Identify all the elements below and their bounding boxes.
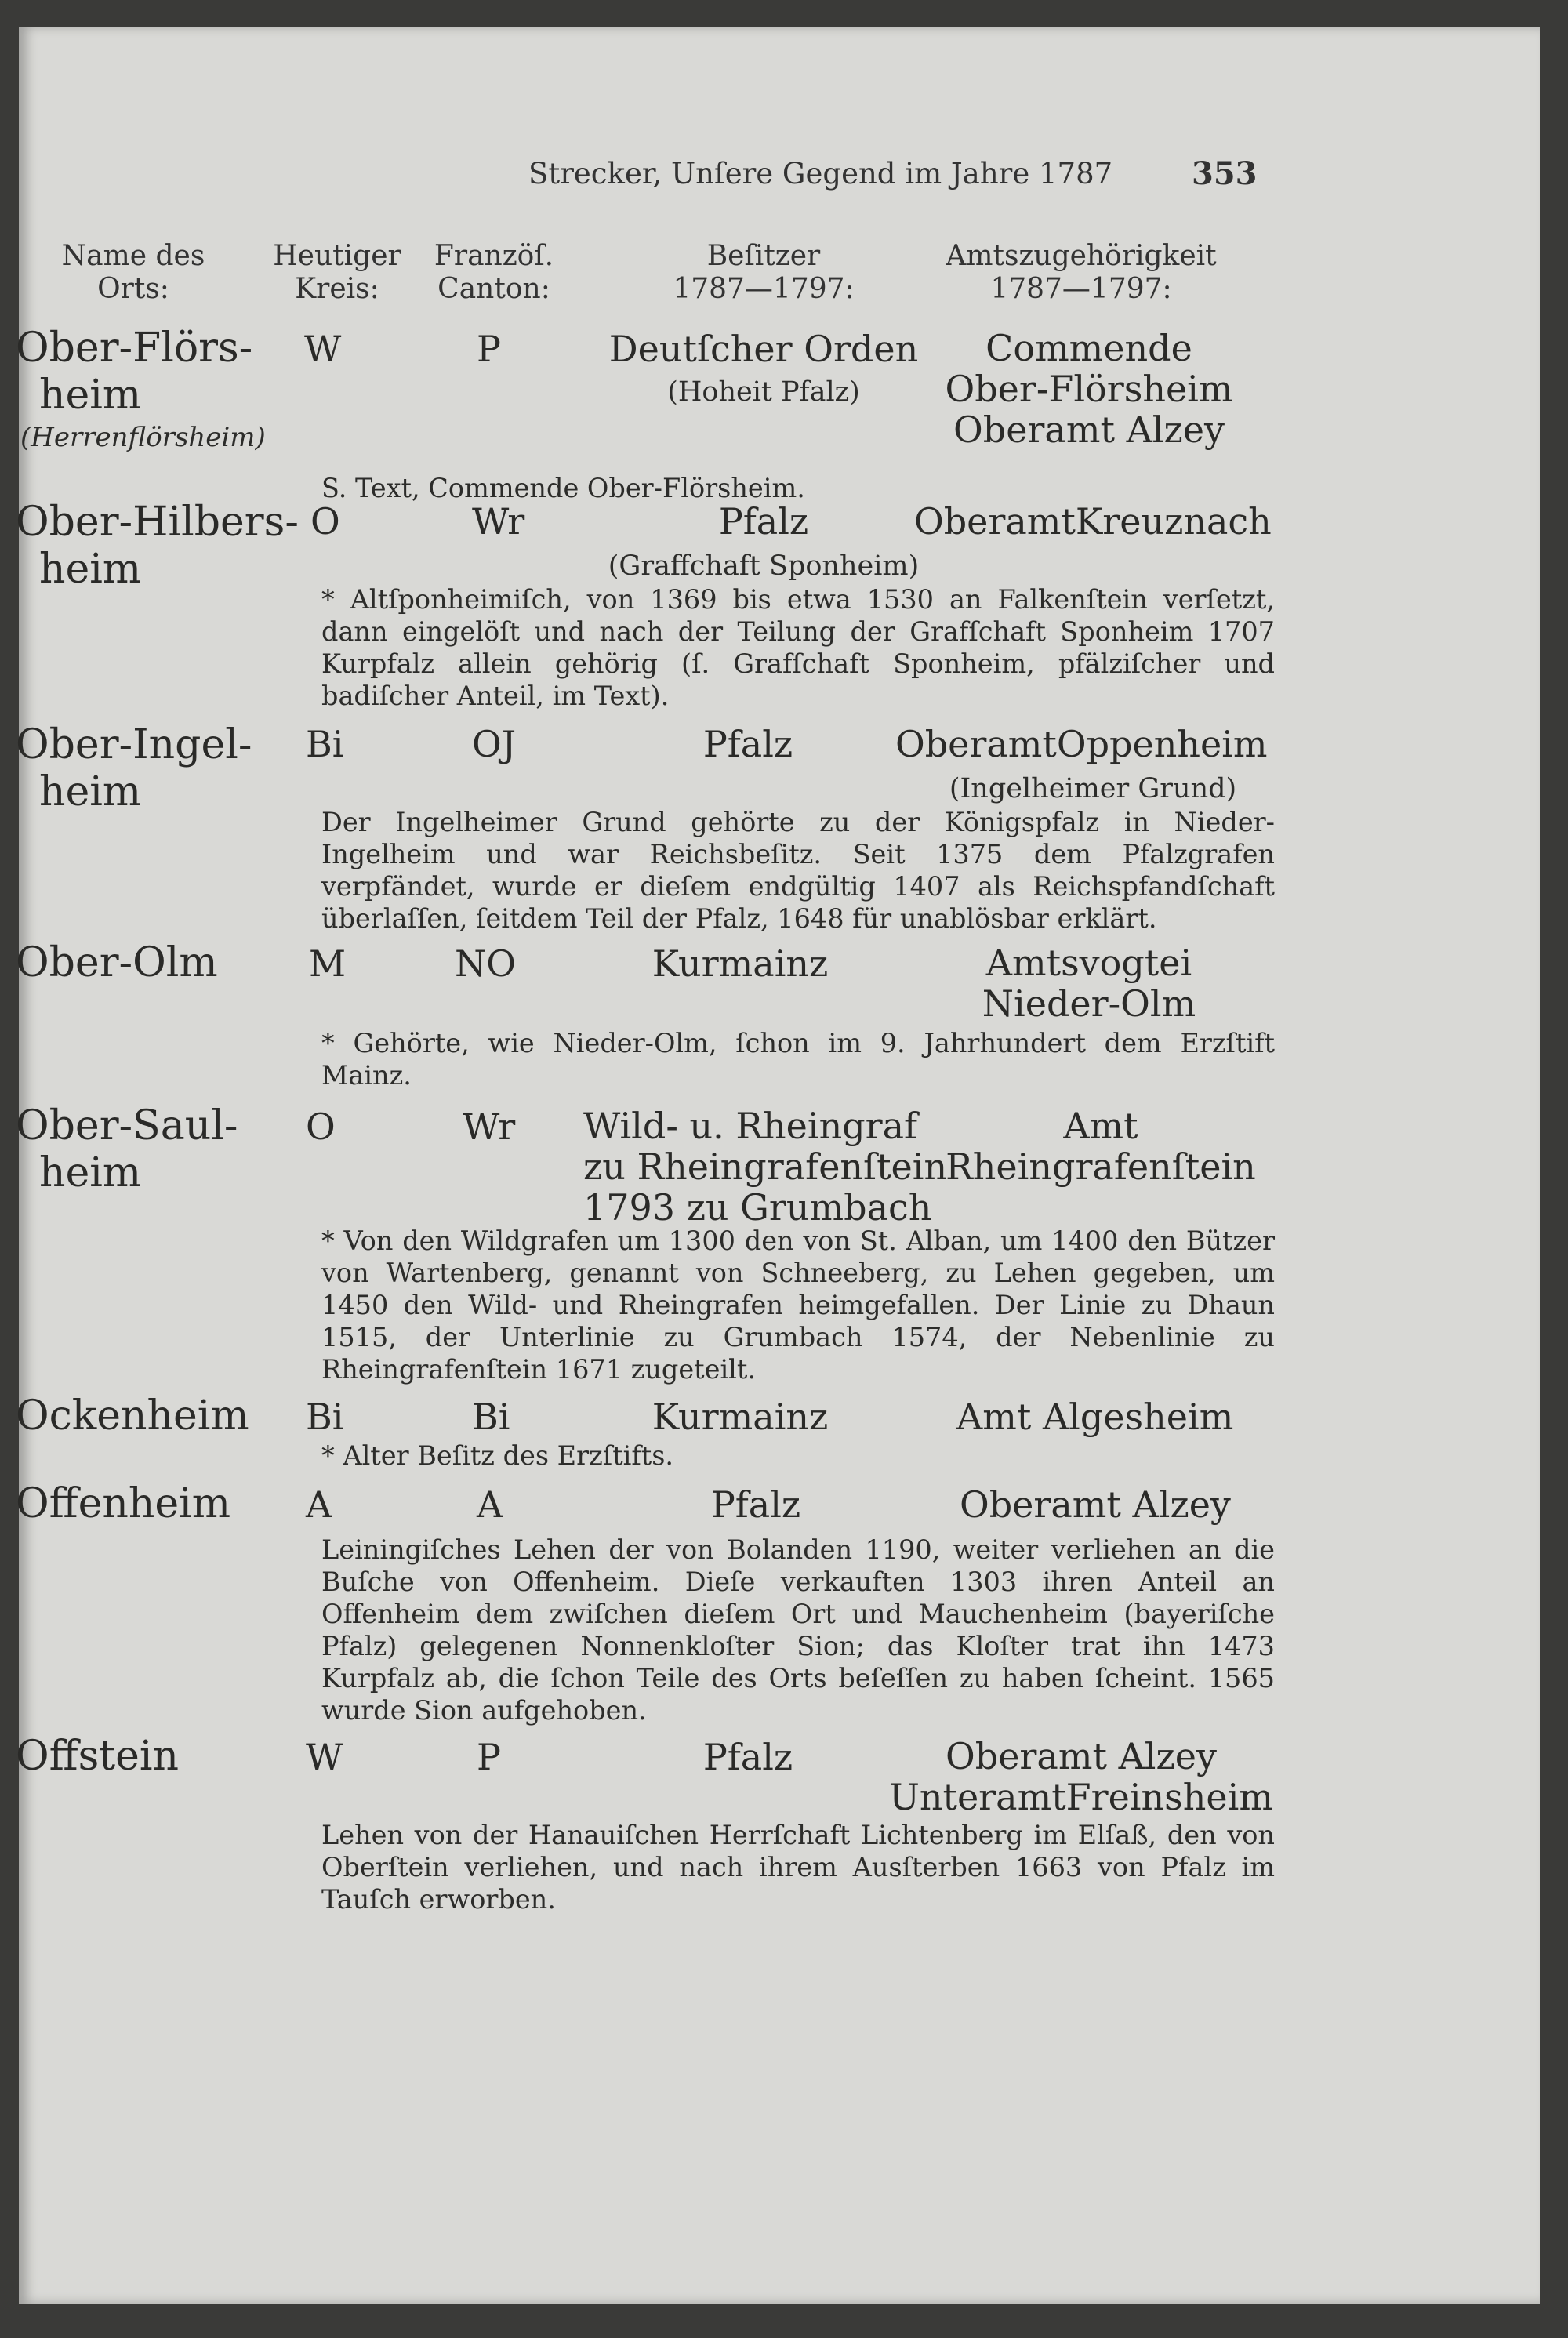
- entry-note: * Von den Wildgrafen um 1300 den von St. Alban, um 1400 den Bützer von Wartenberg, genannt von Schneeberg, zu Lehen gegeben, um 1450 den Wild- und Rheingrafen heimgefallen. Der Linie zu Dhaun 1515, der Unterlinie zu Grumbach 1574, der Nebenlinie zu Rheingrafenſtein 1671 zugeteilt.: [321, 1225, 1275, 1385]
- canton-value: P: [477, 328, 501, 370]
- canton-value: Wr: [472, 500, 525, 543]
- canton-value: NO: [455, 942, 516, 985]
- column-heading-kreis: Heutiger Kreis:: [273, 240, 401, 305]
- place-name: Ober-Flörs- heim: [16, 325, 253, 419]
- place-name: Ober-Ingel- heim: [16, 721, 252, 815]
- amt-value: Amt Rheingrafenſtein: [946, 1105, 1256, 1188]
- amt-value: OberamtOppenheim: [895, 723, 1268, 765]
- kreis-value: O: [306, 1105, 336, 1148]
- place-name: Offstein: [16, 1733, 180, 1780]
- place-name: Ober-Hilbers- heim: [16, 499, 299, 593]
- column-heading-besitzer: Beſitzer 1787—1797:: [673, 240, 855, 305]
- besitzer-value: Pfalz: [718, 500, 809, 543]
- amt-value: OberamtKreuznach: [914, 500, 1272, 543]
- entry-note: * Gehörte, wie Nieder-Olm, ſchon im 9. Jahrhundert dem Erzſtift Mainz.: [321, 1028, 1275, 1091]
- place-alt-name: (Herrenflörsheim): [20, 422, 266, 453]
- book-page: [16, 27, 1540, 2304]
- kreis-value: Bi: [306, 1396, 344, 1438]
- kreis-value: W: [306, 1736, 343, 1778]
- canton-value: A: [477, 1483, 503, 1526]
- page-number: 353: [1192, 155, 1258, 192]
- place-name: Offenheim: [16, 1480, 231, 1527]
- entry-note: Lehen von der Hanauiſchen Herrſchaft Lichtenberg im Elſaß, den von Oberſtein verliehen, und nach ihrem Ausſterben 1663 von Pfalz im Tauſch erworben.: [321, 1820, 1275, 1915]
- canton-value: Bi: [472, 1396, 510, 1438]
- entry-note: * Altſponheimiſch, von 1369 bis etwa 1530 an Falkenſtein verſetzt, dann eingelöſt und nach der Teilung der Grafſchaft Sponheim 1707 Kurpfalz allein gehörig (ſ. Grafſchaft Sponheim, pfälziſcher und badiſcher Anteil, im Text).: [321, 584, 1275, 711]
- entry-note: S. Text, Commende Ober-Flörsheim.: [321, 473, 805, 503]
- running-title: Strecker, Unſere Gegend im Jahre 1787: [528, 157, 1113, 191]
- besitzer-value: Deutſcher Orden: [608, 328, 919, 370]
- canton-value: OJ: [472, 723, 517, 765]
- entry-note: * Alter Beſitz des Erzſtifts.: [321, 1440, 674, 1471]
- place-name: Ockenheim: [16, 1392, 249, 1439]
- kreis-value: Bi: [306, 723, 344, 765]
- besitzer-value: Pfalz: [702, 1736, 793, 1778]
- canton-value: P: [477, 1736, 501, 1778]
- besitzer-value: Wild- u. Rheingraf zu Rheingrafenſtein 1793 zu Grumbach: [583, 1105, 948, 1229]
- amt-value: Amt Algesheim: [956, 1396, 1234, 1438]
- column-heading-name: Name des Orts:: [61, 240, 205, 305]
- place-name: Ober-Olm: [16, 939, 218, 986]
- amt-value: Commende Ober-Flörsheim Oberamt Alzey: [945, 327, 1233, 451]
- besitzer-value: Pfalz: [710, 1483, 801, 1526]
- amt-value: Amtsvogtei Nieder-Olm: [982, 942, 1196, 1025]
- entry-note: Der Ingelheimer Grund gehörte zu der Königspfalz in Nieder-Ingelheim und war Reichsbeſitz. Seit 1375 dem Pfalzgrafen verpfändet, wurde er dieſem endgültig 1407 als Reichspfandſchaft überlaſſen, ſeitdem Teil der Pfalz, 1648 für unablösbar erklärt.: [321, 807, 1275, 934]
- kreis-value: A: [306, 1483, 332, 1526]
- besitzer-value: Kurmainz: [652, 1396, 829, 1438]
- canton-value: Wr: [463, 1105, 516, 1148]
- besitzer-note: (Hoheit Pfalz): [667, 376, 860, 408]
- place-name: Ober-Saul- heim: [16, 1102, 238, 1196]
- kreis-value: O: [310, 500, 340, 543]
- column-heading-amt: Amtszugehörigkeit 1787—1797:: [946, 240, 1217, 305]
- besitzer-value: Kurmainz: [652, 942, 829, 985]
- entry-note: Leiningiſches Lehen der von Bolanden 1190, weiter verliehen an die Buſche von Offenheim. Dieſe verkauften 1303 ihren Anteil an Offenheim dem zwiſchen dieſem Ort und Mauchenheim (bayeriſche Pfalz) gelegenen Nonnenkloſter Sion; das Kloſter trat ihn 1473 Kurpfalz ab, die ſchon Teile des Orts beſeſſen zu haben ſcheint. 1565 wurde Sion aufgehoben.: [321, 1534, 1275, 1726]
- besitzer-note: (Graffchaft Sponheim): [608, 550, 920, 582]
- amt-value: Oberamt Alzey: [960, 1483, 1231, 1526]
- besitzer-value: Pfalz: [702, 723, 793, 765]
- amt-value: Oberamt Alzey UnteramtFreinsheim: [889, 1735, 1273, 1818]
- amt-note: (Ingelheimer Grund): [949, 773, 1237, 804]
- kreis-value: M: [309, 942, 347, 985]
- column-heading-canton: Franzöſ. Canton:: [434, 240, 554, 305]
- kreis-value: W: [304, 328, 342, 370]
